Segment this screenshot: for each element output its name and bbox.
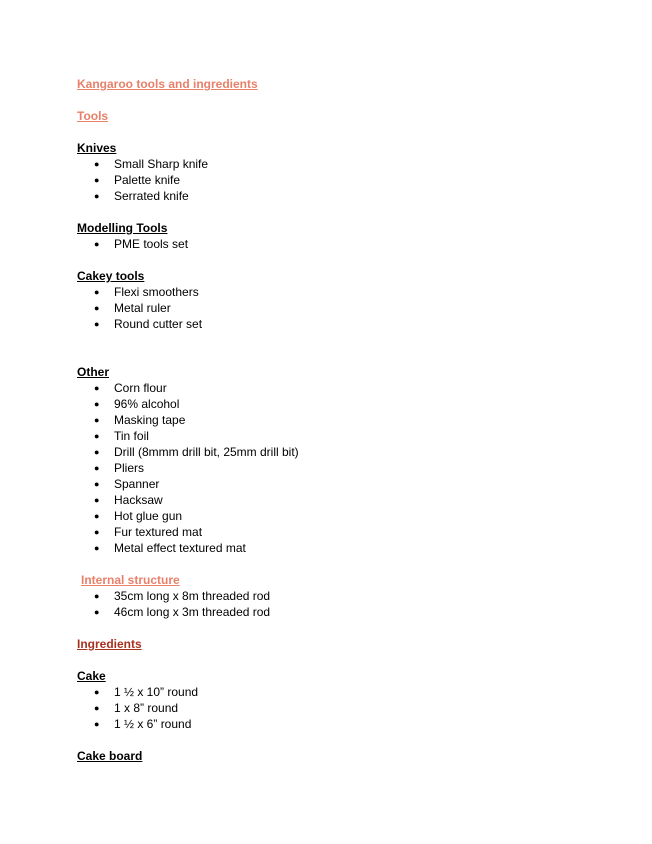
list-item: ● 35cm long x 8m threaded rod: [94, 589, 271, 603]
list-item: ● Metal effect textured mat: [94, 541, 246, 555]
document-title: Kangaroo tools and ingredients: [77, 77, 258, 91]
bullet-icon: ●: [94, 479, 100, 489]
bullet-icon: ●: [94, 239, 100, 249]
cake-board-heading: Cake board: [77, 749, 143, 763]
list-item: ● Round cutter set: [94, 317, 203, 331]
bullet-icon: ●: [94, 495, 100, 505]
list-item: ● PME tools set: [94, 237, 189, 251]
list-item: ● Hacksaw: [94, 493, 163, 507]
modelling-tools-heading: Modelling Tools: [77, 221, 168, 235]
tools-heading: Tools: [77, 109, 109, 123]
list-item: ● Drill (8mmm drill bit, 25mm drill bit): [94, 445, 299, 459]
bullet-icon: ●: [94, 591, 100, 601]
list-item: ● Tin foil: [94, 429, 149, 443]
list-item: ● Masking tape: [94, 413, 186, 427]
list-item: ● 1 ½ x 10” round: [94, 685, 199, 699]
list-item: ● 1 ½ x 6” round: [94, 717, 192, 731]
bullet-icon: ●: [94, 287, 100, 297]
bullet-icon: ●: [94, 447, 100, 457]
list-item: ● 96% alcohol: [94, 397, 180, 411]
list-item: ● Spanner: [94, 477, 160, 491]
bullet-icon: ●: [94, 527, 100, 537]
list-item: ● Serrated knife: [94, 189, 189, 203]
bullet-icon: ●: [94, 431, 100, 441]
knives-heading: Knives: [77, 141, 117, 155]
bullet-icon: ●: [94, 719, 100, 729]
list-item: ● Hot glue gun: [94, 509, 183, 523]
list-item: ● 46cm long x 3m threaded rod: [94, 605, 271, 619]
bullet-icon: ●: [94, 463, 100, 473]
bullet-icon: ●: [94, 319, 100, 329]
list-item: ● Metal ruler: [94, 301, 171, 315]
bullet-icon: ●: [94, 383, 100, 393]
bullet-icon: ●: [94, 543, 100, 553]
bullet-icon: ●: [94, 175, 100, 185]
list-item: ● Flexi smoothers: [94, 285, 199, 299]
cakey-tools-heading: Cakey tools: [77, 269, 145, 283]
bullet-icon: ●: [94, 687, 100, 697]
other-heading: Other: [77, 365, 110, 379]
bullet-icon: ●: [94, 399, 100, 409]
list-item: ● Small Sharp knife: [94, 157, 209, 171]
list-item: ● Palette knife: [94, 173, 181, 187]
cake-heading: Cake: [77, 669, 106, 683]
list-item: ● Pliers: [94, 461, 145, 475]
bullet-icon: ●: [94, 159, 100, 169]
bullet-icon: ●: [94, 607, 100, 617]
bullet-icon: ●: [94, 191, 100, 201]
ingredients-heading: Ingredients: [77, 637, 142, 651]
list-item: ● Corn flour: [94, 381, 167, 395]
bullet-icon: ●: [94, 303, 100, 313]
list-item: ● 1 x 8” round: [94, 701, 179, 715]
list-item: ● Fur textured mat: [94, 525, 203, 539]
bullet-icon: ●: [94, 703, 100, 713]
internal-structure-heading: Internal structure: [81, 573, 180, 587]
bullet-icon: ●: [94, 415, 100, 425]
bullet-icon: ●: [94, 511, 100, 521]
